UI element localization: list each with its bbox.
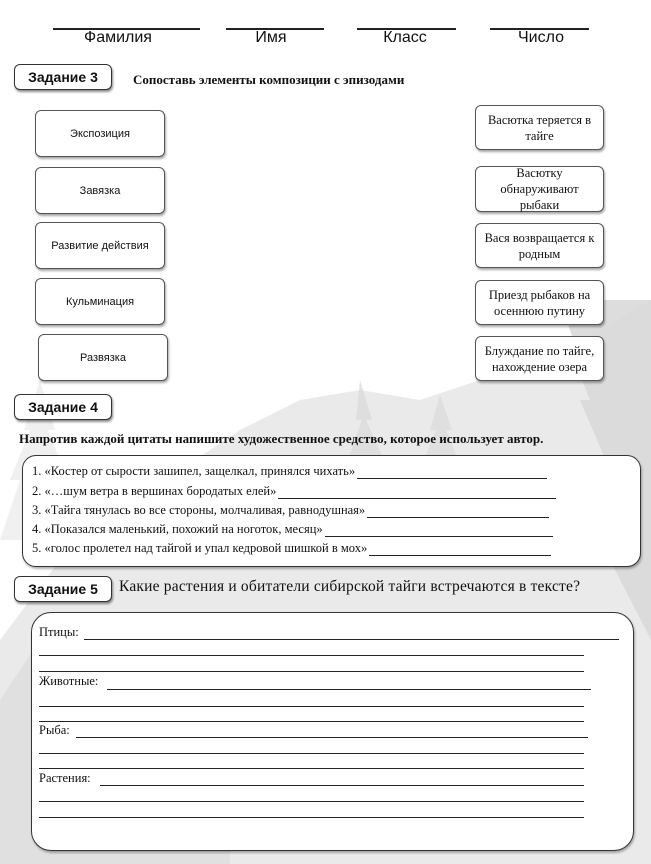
answer-line[interactable] — [39, 721, 584, 722]
answer-line[interactable] — [39, 706, 584, 707]
composition-element-box[interactable] — [35, 222, 165, 269]
answer-line[interactable] — [367, 504, 549, 518]
episode-box[interactable] — [475, 105, 604, 150]
plants-answer-line[interactable] — [100, 785, 584, 786]
episode-box[interactable] — [475, 166, 604, 212]
episode-label: Васютка теряется в тайге — [487, 112, 592, 143]
composition-element-box[interactable] — [35, 110, 165, 157]
answer-line[interactable] — [39, 768, 584, 769]
quote-row — [32, 541, 551, 556]
quote-text: 3. «Тайга тянулась во все стороны, молчаливая, равнодушная» — [32, 503, 366, 517]
episode-label: Приезд рыбаков на осеннюю путину — [488, 287, 591, 318]
episode-label: Васютку обнаруживают рыбаки — [500, 166, 579, 212]
fish-answer-line[interactable] — [76, 737, 588, 738]
composition-element-box[interactable] — [35, 278, 165, 325]
episode-box[interactable] — [475, 223, 604, 268]
composition-element-label: Развязка — [80, 351, 126, 364]
composition-element-label: Завязка — [79, 184, 121, 197]
episode-box[interactable] — [475, 280, 604, 325]
quote-row — [32, 464, 547, 479]
plants-label: Растения: — [39, 771, 91, 785]
quotes-panel — [22, 455, 641, 567]
composition-element-box[interactable] — [38, 334, 168, 381]
quote-row — [32, 522, 553, 537]
birds-label: Птицы: — [39, 625, 79, 639]
quote-text: 4. «Показался маленький, похожий на ноготок, месяц» — [32, 522, 323, 536]
quote-text: 5. «голос пролетел над тайгой и упал кедровой шишкой в мох» — [32, 541, 368, 555]
fish-label: Рыба: — [39, 723, 70, 737]
episode-label: Блуждание по тайге, нахождение озера — [484, 343, 595, 374]
composition-element-label: Развитие действия — [51, 239, 149, 252]
answer-line[interactable] — [39, 801, 584, 802]
composition-element-label: Экспозиция — [70, 127, 130, 140]
date-label: Число — [517, 29, 564, 46]
answer-line[interactable] — [357, 465, 547, 479]
quote-text: 2. «…шум ветра в вершинах бородатых елей» — [32, 484, 277, 498]
animals-label: Животные: — [39, 674, 99, 688]
birds-answer-line[interactable] — [84, 639, 619, 640]
quote-row — [32, 484, 556, 499]
composition-element-box[interactable] — [35, 167, 165, 214]
task4-title: Напротив каждой цитаты напишите художественное средство, которое использует автор. — [19, 431, 544, 446]
task5-label: Задание 5 — [14, 576, 112, 602]
task3-label: Задание 3 — [14, 64, 112, 90]
answer-line[interactable] — [39, 817, 584, 818]
surname-label: Фамилия — [84, 29, 152, 46]
answer-panel — [31, 612, 634, 851]
animals-answer-line[interactable] — [107, 689, 591, 690]
answer-line[interactable] — [39, 753, 584, 754]
answer-line[interactable] — [39, 671, 584, 672]
episode-box[interactable] — [475, 336, 604, 381]
class-label: Класс — [383, 29, 427, 46]
task4-label: Задание 4 — [14, 394, 112, 420]
task5-title: Какие растения и обитатели сибирской тайги встречаются в тексте? — [119, 578, 581, 595]
quote-row — [32, 503, 549, 518]
name-label: Имя — [255, 29, 287, 46]
quote-text: 1. «Костер от сырости зашипел, защелкал, принялся чихать» — [32, 464, 356, 478]
answer-line[interactable] — [325, 523, 553, 537]
answer-line[interactable] — [39, 655, 584, 656]
task3-title: Сопоставь элементы композиции с эпизодами — [133, 72, 405, 87]
episode-label: Вася возвращается к родным — [484, 230, 595, 261]
answer-line[interactable] — [369, 542, 551, 556]
composition-element-label: Кульминация — [65, 295, 135, 308]
answer-line[interactable] — [278, 485, 556, 499]
